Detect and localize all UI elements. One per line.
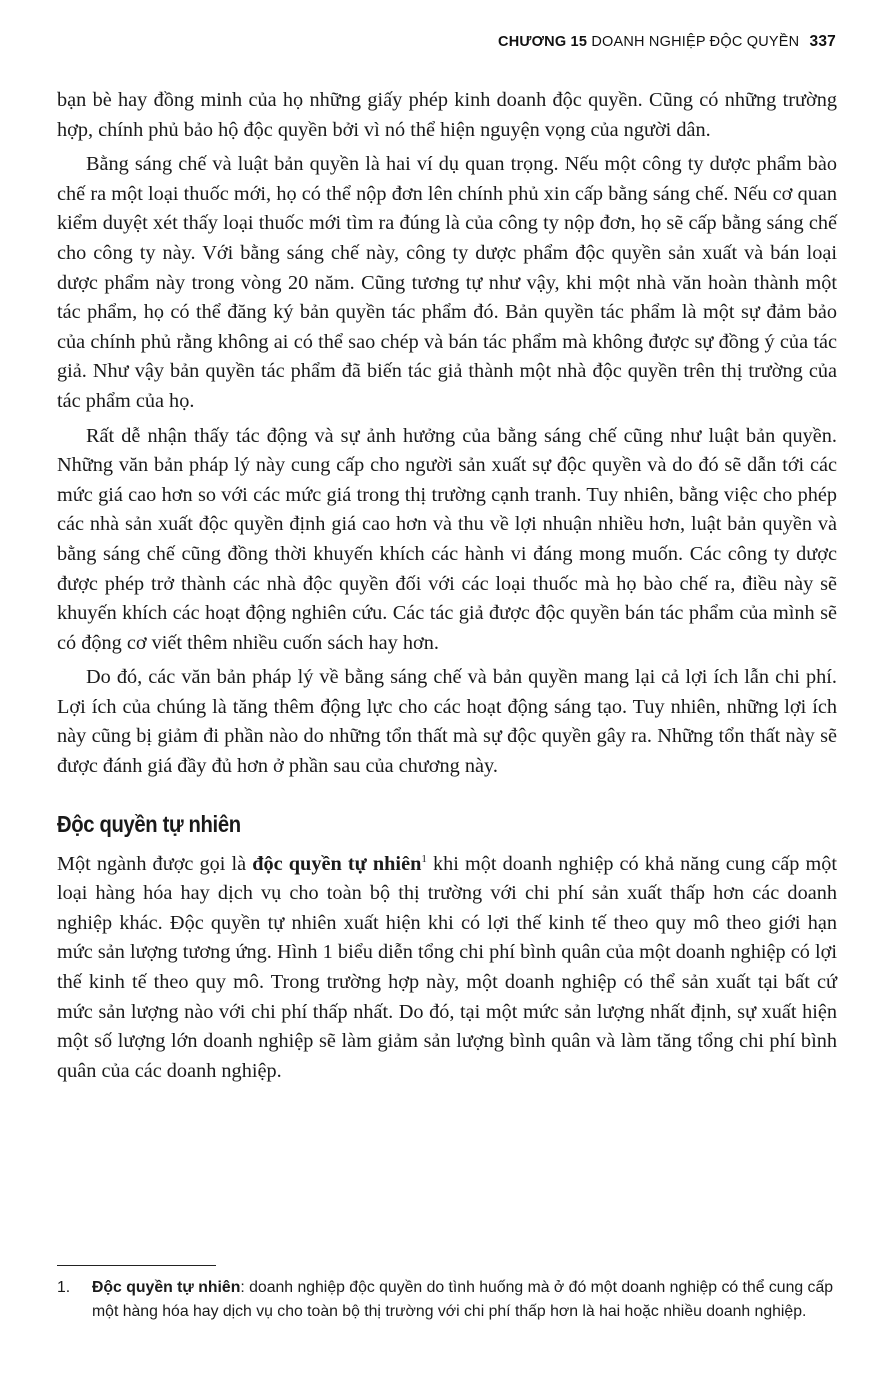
paragraph-2: Bằng sáng chế và luật bản quyền là hai ví dụ quan trọng. Nếu một công ty dược phẩm bào chế ra một loại thuốc mới, họ có thể nộp đơn lên chính phủ xin cấp bằng sáng chế. Nếu cơ quan kiểm duyệt xét thấy loại thuốc mới tìm ra đúng là của công ty nộp đơn, họ sẽ cấp bằng sáng chế cho công ty này. Với bằng sáng chế này, công ty dược phẩm độc quyền sản xuất và bán loại dược phẩm này trong vòng 20 năm. Cũng tương tự như vậy, khi một nhà văn hoàn thành một tác phẩm, họ có thể đăng ký bản quyền tác phẩm đó. Bản quyền tác phẩm là một sự đảm bảo của chính phủ rằng không ai có thể sao chép và bán tác phẩm mà không được sự đồng ý của tác giả. Như vậy bản quyền tác phẩm đã biến tác giả thành một nhà độc quyền trên thị trường của tác phẩm của họ. [57, 153, 837, 412]
section-paragraph-rest: khi một doanh nghiệp có khả năng cung cấp một loại hàng hóa hay dịch vụ cho toàn bộ thị trường với chi phí sản xuất thấp hơn các doanh nghiệp khác. Độc quyền tự nhiên xuất hiện khi có lợi thế kinh tế theo quy mô theo giới hạn mức sản lượng tương ứng. Hình 1 biểu diễn tổng chi phí bình quân của một doanh nghiệp có lợi thế kinh tế theo quy mô. Trong trường hợp này, một doanh nghiệp có thể sản xuất tại bất cứ mức sản lượng nào với chi phí thấp nhất. Do đó, tại một mức sản lượng nhất định, sự xuất hiện một số lượng lớn doanh nghiệp sẽ làm giảm sản lượng bình quân và làm tăng tổng chi phí bình quân của các doanh nghiệp. [57, 852, 837, 1082]
main-text [57, 86, 837, 1091]
page-number: 337 [809, 33, 836, 50]
footnote-divider [57, 1265, 216, 1266]
footnote [57, 1276, 837, 1324]
paragraph-1: bạn bè hay đồng minh của họ những giấy phép kinh doanh độc quyền. Cũng có những trường hợp, chính phủ bảo hộ độc quyền bởi vì nó thể hiện nguyện vọng của người dân. [57, 89, 837, 141]
running-header [498, 33, 836, 51]
footnote-number: 1. [57, 1279, 71, 1296]
defined-term: độc quyền tự nhiên [252, 852, 422, 875]
chapter-title: DOANH NGHIỆP ĐỘC QUYỀN [591, 34, 800, 50]
chapter-label: CHƯƠNG 15 [498, 34, 588, 50]
footnote-term: Độc quyền tự nhiên [92, 1279, 241, 1296]
footnote-ref[interactable]: 1 [421, 852, 427, 865]
section-heading: Độc quyền tự nhiên [57, 810, 241, 837]
section-paragraph [57, 850, 837, 1087]
paragraph-4: Do đó, các văn bản pháp lý về bằng sáng chế và bản quyền mang lại cả lợi ích lẫn chi phí. Lợi ích của chúng là tăng thêm động lực cho các hoạt động sáng tạo. Tuy nhiên, những lợi ích này cũng bị giảm đi phần nào do những tổn thất mà sự độc quyền gây ra. Những tổn thất này sẽ được đánh giá đầy đủ hơn ở phần sau của chương này. [57, 666, 837, 778]
footnote-body [92, 1276, 837, 1324]
paragraph-3: Rất dễ nhận thấy tác động và sự ảnh hưởng của bằng sáng chế cũng như luật bản quyền. Những văn bản pháp lý này cung cấp cho người sản xuất sự độc quyền và do đó sẽ dẫn tới các mức giá cao hơn so với các mức giá trong thị trường cạnh tranh. Tuy nhiên, bằng việc cho phép các nhà sản xuất độc quyền định giá cao hơn và thu về lợi nhuận nhiều hơn, luật bản quyền và bằng sáng chế cũng đồng thời khuyến khích các hành vi đáng mong muốn. Các công ty dược được phép trở thành các nhà độc quyền đối với các loại thuốc mà họ bào chế ra, điều này sẽ khuyến khích các hoạt động nghiên cứu. Các tác giả được độc quyền bán tác phẩm của mình sẽ có động cơ viết thêm nhiều cuốn sách hay hơn. [57, 424, 837, 654]
footnote-text: : doanh nghiệp độc quyền do tình huống mà ở đó một doanh nghiệp có thể cung cấp một hàng hóa hay dịch vụ cho toàn bộ thị trường với chi phí thấp hơn là hai hoặc nhiều doanh nghiệp. [92, 1279, 834, 1320]
section-paragraph-start: Một ngành được gọi là [57, 852, 247, 875]
